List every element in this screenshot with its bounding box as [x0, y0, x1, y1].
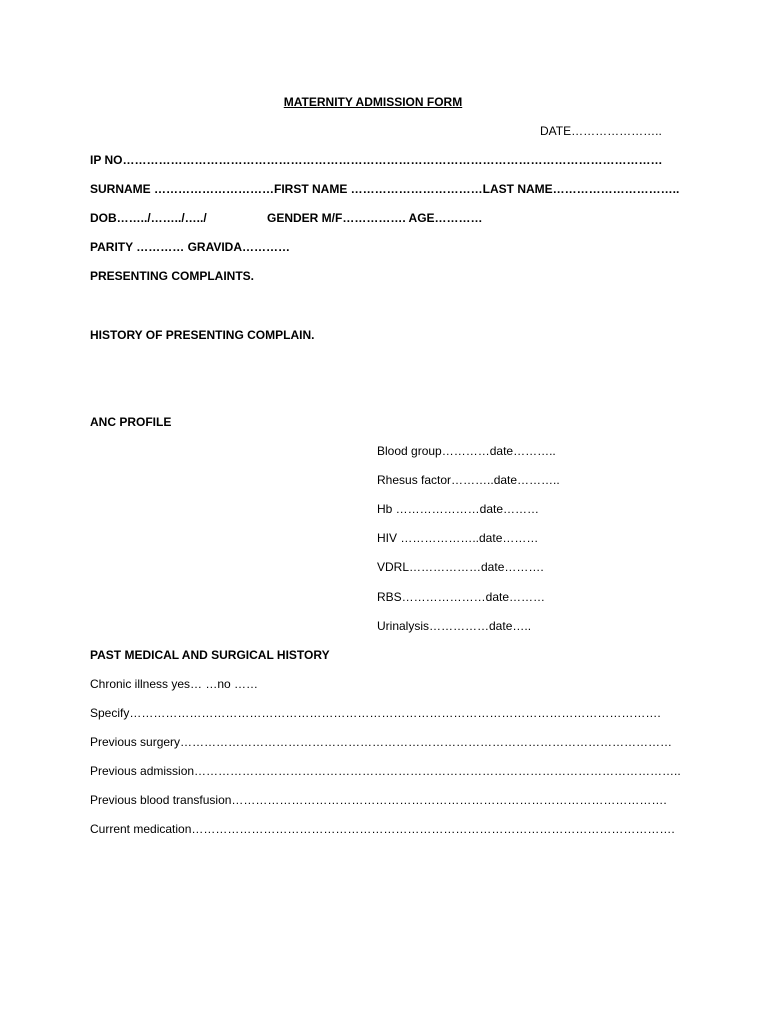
anc-item-blood-group: Blood group…………date………..: [377, 444, 556, 458]
anc-item-hb: Hb …………………date………: [377, 502, 540, 516]
previous-blood-transfusion-field: Previous blood transfusion……………………………………………………………………………………………….: [90, 793, 667, 807]
previous-surgery-field: Previous surgery……………………………………………………………………………………………………………: [90, 735, 673, 749]
anc-item-hiv: HIV ………………..date………: [377, 531, 539, 545]
dob-field: DOB……../……../…../: [90, 211, 207, 225]
anc-profile-heading: ANC PROFILE: [90, 415, 172, 429]
specify-field: Specify…………………………………………………………………………………………………………………….: [90, 706, 661, 720]
name-fields: SURNAME …………………………FIRST NAME ……………………………LAST NAME…………………………..: [90, 182, 680, 196]
gender-age-field: GENDER M/F……………. AGE…………: [267, 211, 483, 225]
date-field: DATE…………………..: [540, 124, 662, 138]
previous-admission-field: Previous admission…………………………………………………………………………………………………………..: [90, 764, 681, 778]
presenting-complaints-heading: PRESENTING COMPLAINTS.: [90, 269, 255, 283]
anc-item-rhesus-factor: Rhesus factor………..date………..: [377, 473, 560, 487]
history-presenting-heading: HISTORY OF PRESENTING COMPLAIN.: [90, 328, 315, 342]
parity-gravida-field: PARITY ………… GRAVIDA…………: [90, 240, 291, 254]
anc-item-rbs: RBS…………………date………: [377, 590, 546, 604]
anc-item-vdrl: VDRL………………date……….: [377, 560, 544, 574]
form-title: MATERNITY ADMISSION FORM: [283, 95, 463, 109]
current-medication-field: Current medication………………………………………………………………………………………………………….: [90, 822, 675, 836]
ip-no-field: IP NO………………………………………………………………………………………………………………………: [90, 153, 663, 167]
chronic-illness-field: Chronic illness yes… …no ……: [90, 677, 259, 691]
past-history-heading: PAST MEDICAL AND SURGICAL HISTORY: [90, 648, 330, 662]
anc-item-urinalysis: Urinalysis……………date…..: [377, 619, 532, 633]
